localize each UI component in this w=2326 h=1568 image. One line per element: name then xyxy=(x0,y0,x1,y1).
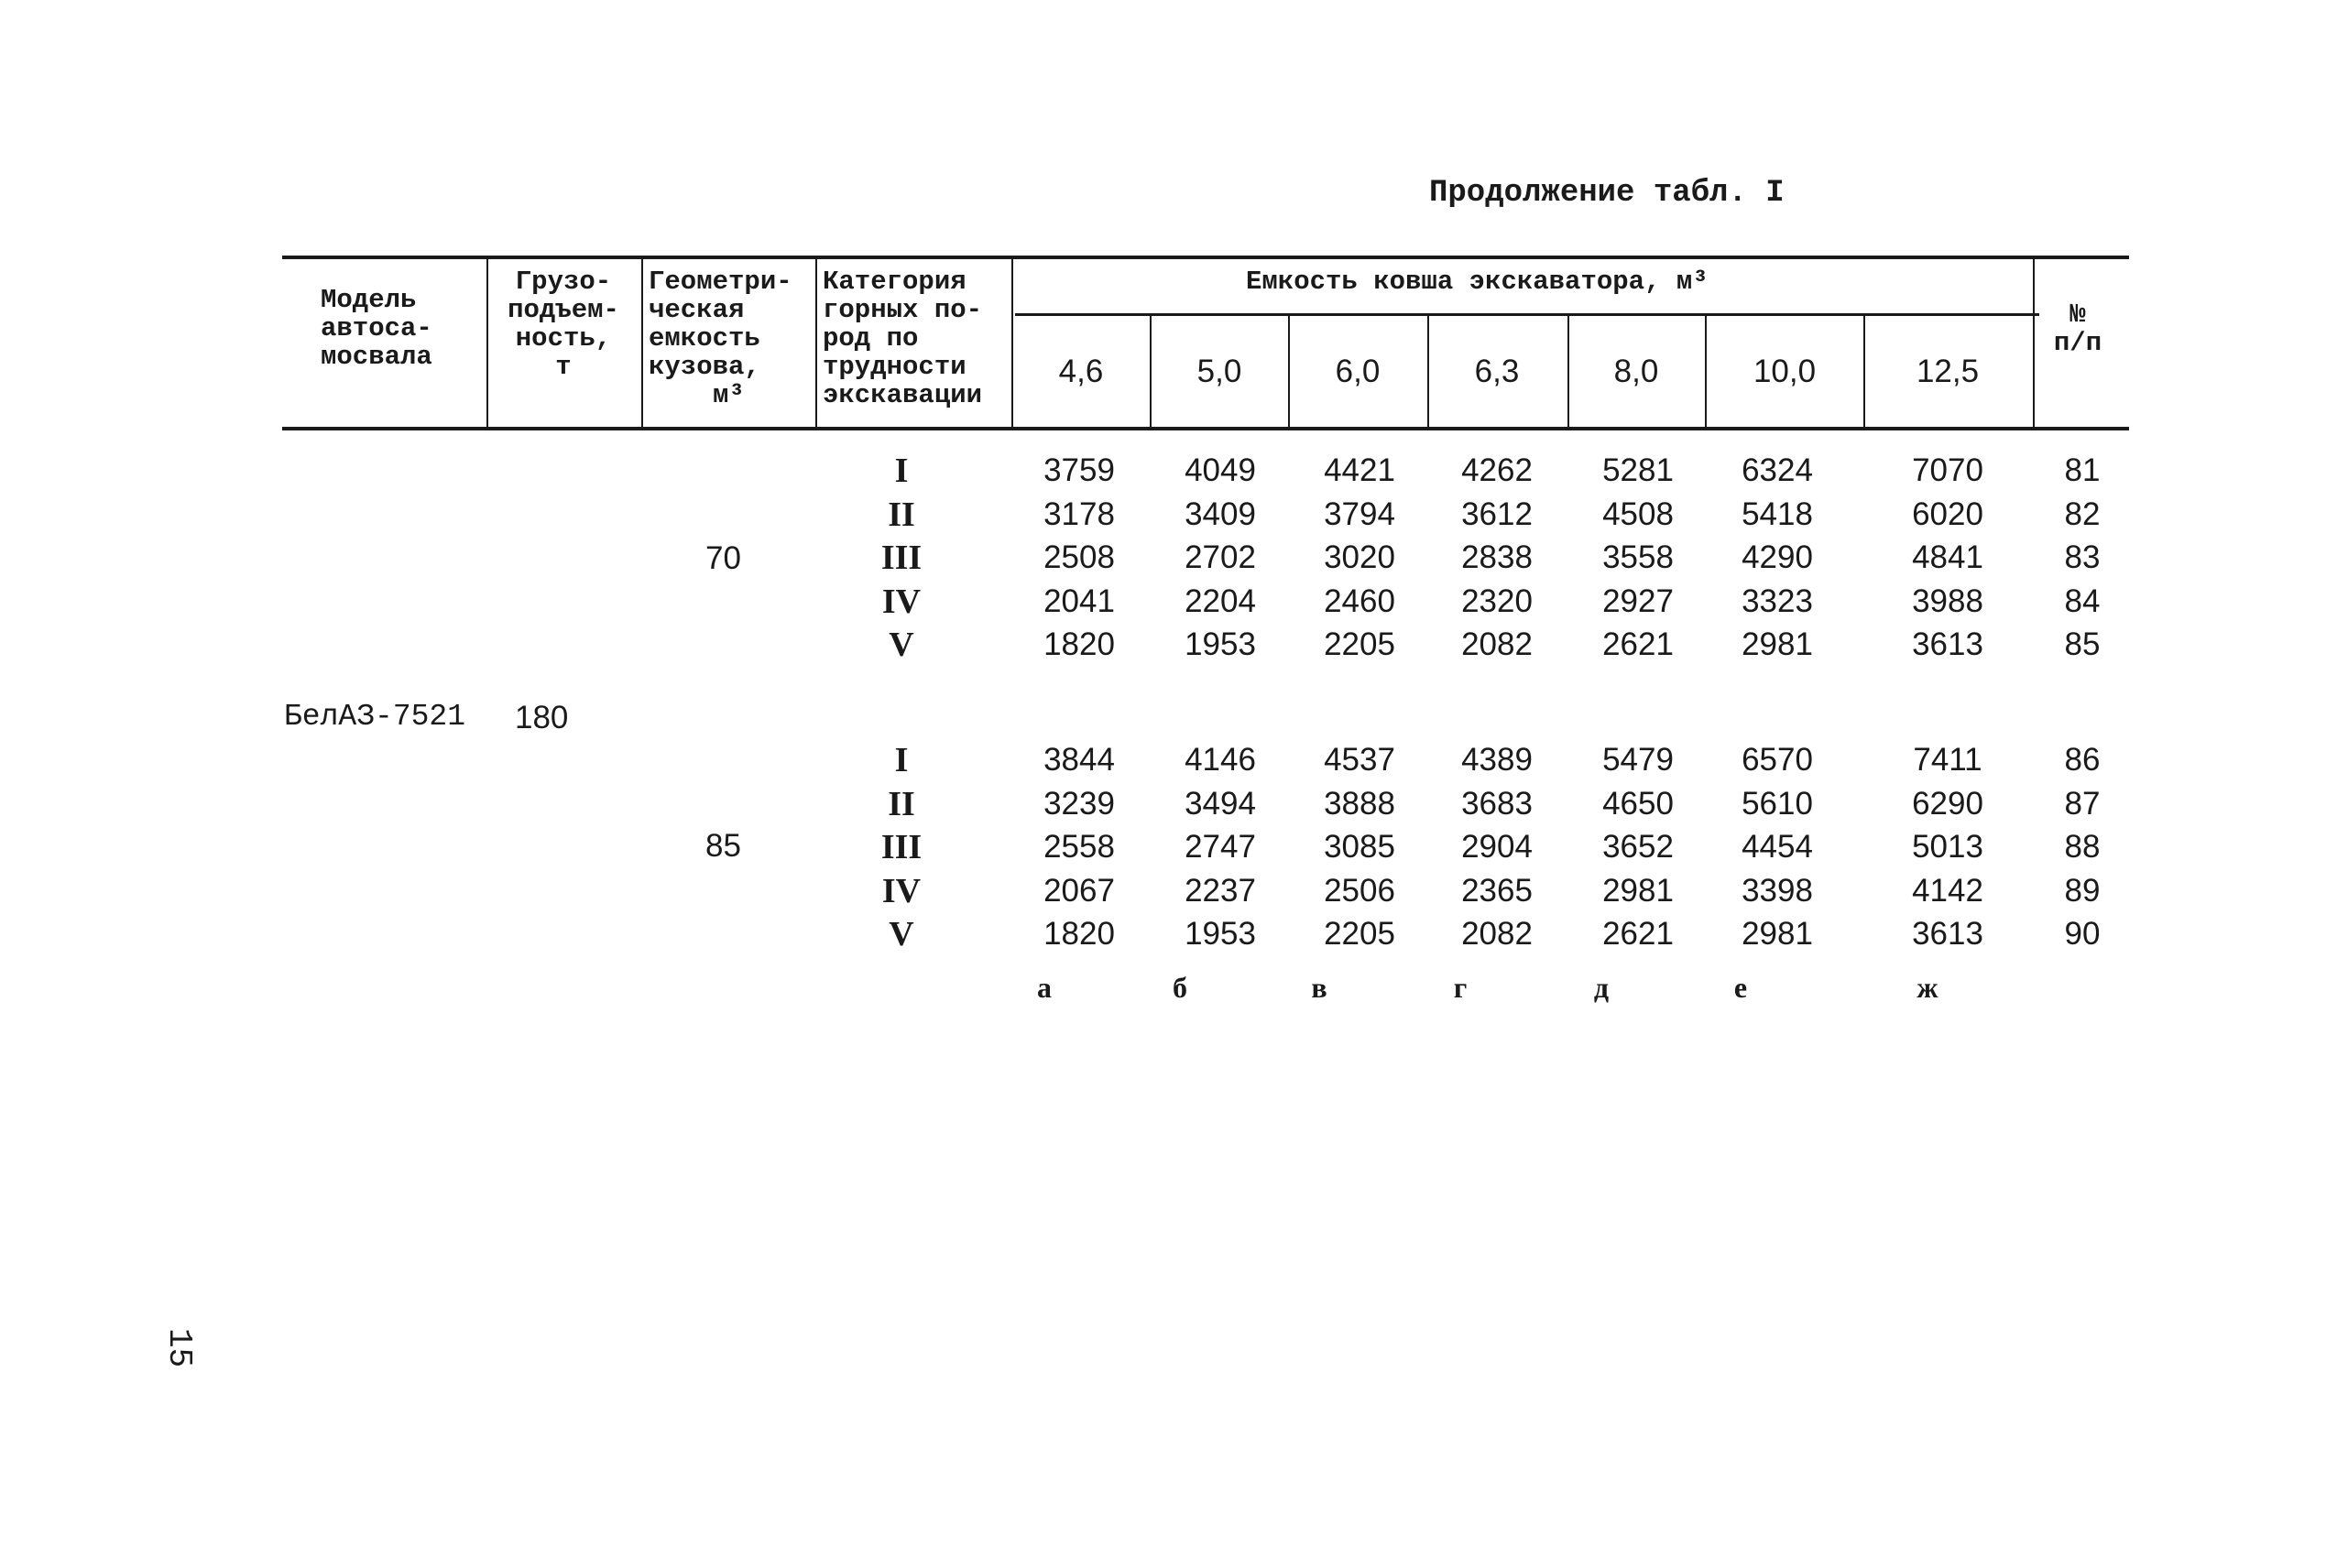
header-category: Категория горных по- род по трудности экскавации xyxy=(823,267,983,410)
bucket-size: 6,0 xyxy=(1335,354,1381,389)
category-cell: II xyxy=(888,785,915,823)
header-capacity: Грузо- подъем- ность, т xyxy=(508,267,619,382)
value-cell: 3085 xyxy=(1324,829,1395,865)
row-number-cell: 82 xyxy=(2064,496,2101,532)
bucket-size: 5,0 xyxy=(1196,354,1242,389)
value-cell: 3020 xyxy=(1324,539,1395,575)
row-number-cell: 84 xyxy=(2064,583,2101,619)
column-letter: в xyxy=(1311,971,1327,1004)
value-cell: 1820 xyxy=(1043,916,1115,952)
value-cell: 2621 xyxy=(1602,916,1674,952)
value-cell: 3323 xyxy=(1742,583,1813,619)
value-cell: 5013 xyxy=(1912,829,1983,865)
value-cell: 5479 xyxy=(1602,742,1674,778)
value-cell: 7070 xyxy=(1912,452,1983,488)
col-divider xyxy=(1011,259,1013,427)
row-number-cell: 83 xyxy=(2064,539,2101,575)
bucket-size: 12,5 xyxy=(1916,354,1980,389)
category-cell: IV xyxy=(881,872,922,910)
value-cell: 1953 xyxy=(1185,626,1256,662)
value-cell: 2747 xyxy=(1185,829,1256,865)
category-cell: III xyxy=(880,828,923,866)
category-cell: I xyxy=(894,452,909,490)
value-cell: 4389 xyxy=(1461,742,1533,778)
row-number-cell: 89 xyxy=(2064,873,2101,909)
col-divider xyxy=(1288,316,1290,427)
table-top-rule xyxy=(282,256,2129,259)
value-cell: 4290 xyxy=(1742,539,1813,575)
value-cell: 3612 xyxy=(1461,496,1533,532)
value-cell: 2320 xyxy=(1461,583,1533,619)
row-number-cell: 81 xyxy=(2064,452,2101,488)
col-divider xyxy=(815,259,817,427)
row-number-cell: 88 xyxy=(2064,829,2101,865)
row-number-cell: 87 xyxy=(2064,786,2101,822)
col-divider xyxy=(1427,316,1429,427)
col-divider xyxy=(486,259,488,427)
bucket-size: 10,0 xyxy=(1753,354,1817,389)
value-cell: 2237 xyxy=(1185,873,1256,909)
value-cell: 4508 xyxy=(1602,496,1674,532)
col-divider xyxy=(2033,259,2035,427)
value-cell: 2702 xyxy=(1185,539,1256,575)
column-letter: г xyxy=(1453,971,1468,1004)
value-cell: 2205 xyxy=(1324,916,1395,952)
value-cell: 3239 xyxy=(1043,786,1115,822)
value-cell: 2927 xyxy=(1602,583,1674,619)
value-cell: 2365 xyxy=(1461,873,1533,909)
value-cell: 4537 xyxy=(1324,742,1395,778)
value-cell: 2558 xyxy=(1043,829,1115,865)
value-cell: 6290 xyxy=(1912,786,1983,822)
header-row-number: № п/п xyxy=(2053,299,2102,358)
header-volume: Геометри- ческая емкость кузова, м³ xyxy=(649,267,792,410)
value-cell: 3652 xyxy=(1602,829,1674,865)
header-bucket-capacity: Емкость ковша экскаватора, м³ xyxy=(1246,267,1709,297)
bucket-size: 8,0 xyxy=(1613,354,1659,389)
value-cell: 4142 xyxy=(1912,873,1983,909)
value-cell: 3988 xyxy=(1912,583,1983,619)
value-cell: 2508 xyxy=(1043,539,1115,575)
bucket-size: 4,6 xyxy=(1058,354,1104,389)
category-cell: V xyxy=(889,626,914,664)
column-letter: ж xyxy=(1916,971,1938,1004)
value-cell: 2904 xyxy=(1461,829,1533,865)
value-cell: 4841 xyxy=(1912,539,1983,575)
value-cell: 1820 xyxy=(1043,626,1115,662)
bucket-size: 6,3 xyxy=(1474,354,1520,389)
value-cell: 3794 xyxy=(1324,496,1395,532)
value-cell: 2460 xyxy=(1324,583,1395,619)
payload: 180 xyxy=(515,700,569,735)
value-cell: 4421 xyxy=(1324,452,1395,488)
value-cell: 3409 xyxy=(1185,496,1256,532)
category-cell: V xyxy=(889,915,914,953)
value-cell: 3398 xyxy=(1742,873,1813,909)
value-cell: 2621 xyxy=(1602,626,1674,662)
value-cell: 2041 xyxy=(1043,583,1115,619)
category-cell: III xyxy=(880,539,923,577)
value-cell: 4146 xyxy=(1185,742,1256,778)
header-model: Модель автоса- мосвала xyxy=(321,285,432,372)
value-cell: 2082 xyxy=(1461,916,1533,952)
value-cell: 4049 xyxy=(1185,452,1256,488)
group-volume: 85 xyxy=(705,828,741,864)
value-cell: 3888 xyxy=(1324,786,1395,822)
column-letter: а xyxy=(1037,971,1052,1004)
row-number-cell: 90 xyxy=(2064,916,2101,952)
value-cell: 5418 xyxy=(1742,496,1813,532)
bucket-header-rule xyxy=(1015,313,2039,316)
value-cell: 4454 xyxy=(1742,829,1813,865)
value-cell: 2981 xyxy=(1602,873,1674,909)
value-cell: 2506 xyxy=(1324,873,1395,909)
table-caption: Продолжение табл. I xyxy=(1429,176,1785,211)
header-bottom-rule xyxy=(282,427,2129,430)
value-cell: 3178 xyxy=(1043,496,1115,532)
value-cell: 3844 xyxy=(1043,742,1115,778)
value-cell: 2204 xyxy=(1185,583,1256,619)
value-cell: 4262 xyxy=(1461,452,1533,488)
value-cell: 3613 xyxy=(1912,626,1983,662)
value-cell: 2838 xyxy=(1461,539,1533,575)
value-cell: 4650 xyxy=(1602,786,1674,822)
value-cell: 5610 xyxy=(1742,786,1813,822)
value-cell: 5281 xyxy=(1602,452,1674,488)
col-divider xyxy=(1705,316,1707,427)
value-cell: 2082 xyxy=(1461,626,1533,662)
col-divider xyxy=(1567,316,1569,427)
group-volume: 70 xyxy=(705,540,741,576)
row-number-cell: 86 xyxy=(2064,742,2101,778)
col-divider xyxy=(1863,316,1865,427)
value-cell: 3613 xyxy=(1912,916,1983,952)
value-cell: 3558 xyxy=(1602,539,1674,575)
model-name: БелАЗ-7521 xyxy=(284,700,466,734)
value-cell: 2205 xyxy=(1324,626,1395,662)
value-cell: 3494 xyxy=(1185,786,1256,822)
value-cell: 1953 xyxy=(1185,916,1256,952)
category-cell: IV xyxy=(881,583,922,621)
col-divider xyxy=(1150,316,1152,427)
column-letter: е xyxy=(1733,971,1748,1004)
value-cell: 3759 xyxy=(1043,452,1115,488)
value-cell: 6570 xyxy=(1742,742,1813,778)
value-cell: 6020 xyxy=(1912,496,1983,532)
page-number: 15 xyxy=(160,1328,198,1368)
value-cell: 7411 xyxy=(1913,742,1982,778)
row-number-cell: 85 xyxy=(2064,626,2101,662)
value-cell: 2981 xyxy=(1742,626,1813,662)
column-letter: б xyxy=(1173,971,1187,1004)
category-cell: II xyxy=(888,495,915,534)
column-letter: д xyxy=(1593,971,1610,1004)
value-cell: 6324 xyxy=(1742,452,1813,488)
category-cell: I xyxy=(894,741,909,779)
col-divider xyxy=(641,259,643,427)
value-cell: 3683 xyxy=(1461,786,1533,822)
value-cell: 2981 xyxy=(1742,916,1813,952)
value-cell: 2067 xyxy=(1043,873,1115,909)
